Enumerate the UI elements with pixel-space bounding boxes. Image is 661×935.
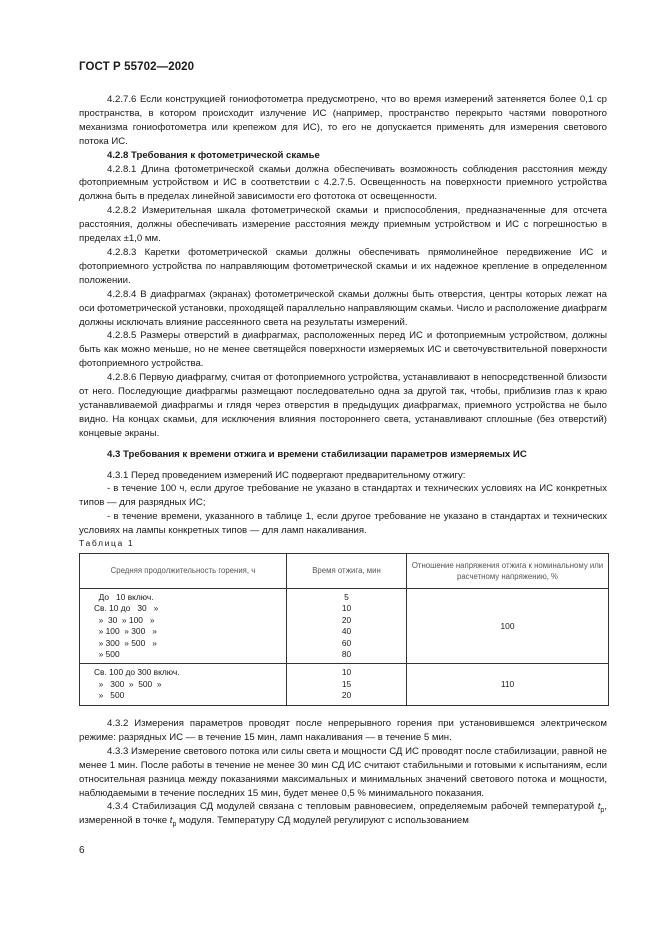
column-header-duration: Средняя продолжительность горения, ч — [80, 554, 287, 589]
duration-cell-group-2: Св. 100 до 300 включ. » 300 » 500 » » 500 — [80, 664, 287, 705]
table-row — [80, 664, 609, 705]
main-text-block — [79, 93, 607, 538]
paragraph-4-2-8-5: 4.2.8.5 Размеры отверстий в диафрагмах, расположенных перед ИС и фотоприемным устройством, должны быть как можно меньше, но не менее светящейся поверхности измеряемых ИС и светочувствительной поверхности фотоприемного устройства. — [79, 330, 607, 370]
list-item-discharge-lamps: - в течение 100 ч, если другое требование не указано в стандартах и технических условиях на ИС конкретных типов — для разрядных ИС; — [79, 483, 607, 509]
list-item-incandescent-lamps: - в течение времени, указанного в таблице 1, если другое требование не указано в стандартах и технических условиях на лампы конкретных типов — для ламп накаливания. — [79, 511, 607, 537]
continuation-text-block — [79, 717, 607, 828]
voltage-ratio-cell-group-2: 110 — [407, 664, 609, 705]
anneal-time-cell-group-1: 5 10 20 40 60 80 — [287, 589, 407, 664]
paragraph-4-3-2: 4.3.2 Измерения параметров проводят после непрерывного горения при установившемся электрическом режиме: разрядных ИС — в течение 15 мин, ламп накаливания — в течение 5 мин. — [79, 718, 607, 743]
paragraph-4-3-4: 4.3.4 Стабилизация СД модулей связана с тепловым равновесием, определяемым рабочей температурой $t_р$, измеренной в точке $t_р$ модуля. Температуру СД модулей регулируют с использованием — [79, 801, 607, 829]
page-number: 6 — [79, 845, 85, 856]
paragraph-4-2-7-6: 4.2.7.6 Если конструкцией гониофотометра предусмотрено, что во время измерений затеняется более 0,1 ср пространства, в котором происходит излучение ИС (например, пространство перекрыто частями поворотного механизма гониофотометра или крепежом для ИС), то его не допускается применять для измерения светового потока ИС. — [79, 94, 607, 147]
table-row — [80, 589, 609, 664]
temperature-symbol: t — [169, 815, 173, 827]
paragraph-4-3-1: 4.3.1 Перед проведением измерений ИС подвергают предварительному отжигу: — [107, 469, 466, 481]
temperature-symbol: t — [597, 801, 601, 813]
paragraph-4-3-3: 4.3.3 Измерение светового потока или силы света и мощности СД ИС проводят после стабилизации, равной не менее 1 мин. После работы в течение не менее 30 мин СД ИС считают стабильными и готовыми к испытаниям, если относительная разница между показаниями максимальных и минимальных значений светового потока и мощности, наблюдаемыми в течение последних 15 мин, будет менее 0,5 % минимального показания. — [79, 745, 607, 799]
duration-cell-group-1: До 10 включ. Св. 10 до 30 » » 30 » 100 » » 100 » 300 » » 300 » 500 » » 500 — [80, 589, 287, 664]
column-header-voltage-ratio: Отношение напряжения отжига к номинальному или расчетному напряжению, % — [407, 554, 609, 589]
paragraph-4-2-8-2: 4.2.8.2 Измерительная шкала фотометрической скамьи и приспособления, предназначенные для отсчета расстояния, должны обеспечивать измерение расстояния между приемным устройством и ИС с погрешностью в пределах ±1,0 мм. — [79, 205, 607, 245]
table-caption: Таблица 1 — [79, 538, 135, 548]
document-code-header: ГОСТ Р 55702—2020 — [79, 61, 195, 73]
section-heading-4-3: 4.3 Требования к времени отжига и времени стабилизации параметров измеряемых ИС — [107, 448, 527, 460]
anneal-time-cell-group-2: 10 15 20 — [287, 664, 407, 705]
paragraph-4-2-8-4: 4.2.8.4 В диафрагмах (экранах) фотометрической скамьи должны быть отверстия, центры которых лежат на оси фотометрической установки, проходящей параллельно направляющим скамьи. Число и расположение диафрагм должны исключать влияние рассеянного света на результаты измерений. — [79, 288, 607, 328]
column-header-anneal-time: Время отжига, мин — [287, 554, 407, 589]
annealing-table — [79, 553, 609, 706]
table-header-row — [80, 554, 609, 589]
paragraph-4-2-8-1: 4.2.8.1 Длина фотометрической скамьи должна обеспечивать возможность соблюдения расстояния между фотоприемным устройством и ИС в соответствии с 4.2.7.5. Освещенность на поверхности приемного устройства должна быть в пределах линейной зависимости его фототока от освещенности. — [79, 163, 607, 203]
paragraph-4-2-8-6: 4.2.8.6 Первую диафрагму, считая от фотоприемного устройства, устанавливают в непосредственной близости от него. Последующие диафрагмы размещают последовательно одна за другой так, чтобы, приблизив глаз к краю устанавливаемой диафрагмы и глядя через отверстия в предыдущих диафрагмах, приемного устройства не было видно. На концах скамьи, для исключения влияния постороннего света, устанавливают сплошные (без отверстий) концевые экраны. — [79, 372, 607, 439]
section-heading-4-2-8: 4.2.8 Требования к фотометрической скамье — [107, 149, 320, 161]
voltage-ratio-cell-group-1: 100 — [407, 589, 609, 664]
paragraph-4-2-8-3: 4.2.8.3 Каретки фотометрической скамьи должны обеспечивать прямолинейное передвижение ИС и фотоприемного устройства по направляющим фотометрической скамьи и их надежное крепление в определенном положении. — [79, 246, 607, 286]
